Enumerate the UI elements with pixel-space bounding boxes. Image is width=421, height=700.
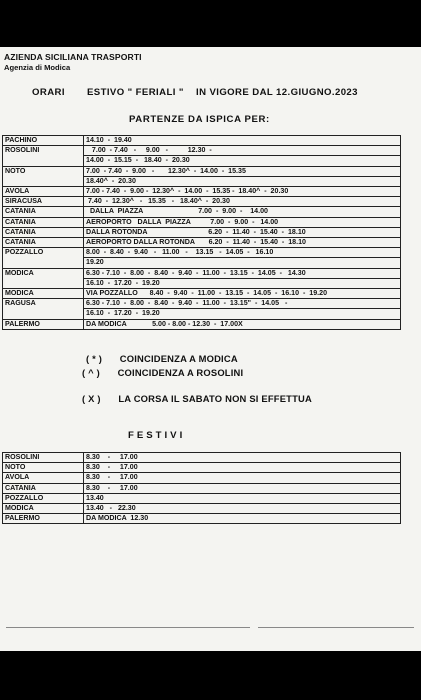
table-row <box>3 227 401 237</box>
table-row <box>3 146 401 156</box>
weekday-timetable <box>2 135 401 330</box>
times-cell: 13.40 - 22.30 <box>84 504 401 514</box>
times-cell: 8.30 - 17.00 <box>84 453 401 463</box>
legend-item <box>86 353 238 364</box>
title-orari: ORARI <box>32 87 65 98</box>
table-row <box>3 166 401 176</box>
times-cell: AEROPORTO DALLA PIAZZA 7.00 - 9.00 - 14.00 <box>84 217 401 227</box>
destination-cell: MODICA <box>3 504 84 514</box>
table-row <box>3 453 401 463</box>
times-cell: 7.40 - 12.30^ - 15.35 - 18.40^ - 20.30 <box>84 197 401 207</box>
times-cell: AEROPORTO DALLA ROTONDA 6.20 - 11.40 - 15.40 - 18.10 <box>84 238 401 248</box>
table-row <box>3 207 401 217</box>
destination-cell: NOTO <box>3 166 84 186</box>
destination-cell: CATANIA <box>3 217 84 227</box>
times-cell: 18.40^ - 20.30 <box>84 176 401 186</box>
legend-item <box>82 393 312 404</box>
destination-cell: NOTO <box>3 463 84 473</box>
destination-cell: POZZALLO <box>3 248 84 268</box>
times-cell: 8.00 - 8.40 - 9.40 - 11.00 - 13.15 - 14.05 - 16.10 <box>84 248 401 258</box>
destination-cell: PALERMO <box>3 514 84 524</box>
times-cell: 6.30 - 7.10 - 8.00 - 8.40 - 9.40 - 11.00 - 13.15 - 14.05 - 14.30 <box>84 268 401 278</box>
times-cell: 7.00 - 7.40 - 9.00 - 12.30^ - 14.00 - 15.35 <box>84 166 401 176</box>
times-cell: DA MODICA 5.00 - 8.00 - 12.30 - 17.00X <box>84 319 401 329</box>
legend-text: COINCIDENZA A ROSOLINI <box>117 367 244 378</box>
destination-cell: CATANIA <box>3 227 84 237</box>
company-name: AZIENDA SICILIANA TRASPORTI <box>4 52 142 62</box>
holiday-timetable <box>2 452 401 524</box>
table-row <box>3 319 401 329</box>
times-cell: 8.30 - 17.00 <box>84 483 401 493</box>
legend-text: LA CORSA IL SABATO NON SI EFFETTUA <box>118 393 312 404</box>
table-row <box>3 268 401 278</box>
table-row <box>3 493 401 503</box>
legend-symbol: ( * ) <box>86 353 103 364</box>
times-cell: 19.20 <box>84 258 401 268</box>
times-cell: 7.00 - 7.40 - 9.00 - 12.30^ - 14.00 - 15.35 - 18.40^ - 20.30 <box>84 187 401 197</box>
times-cell: 14.10 - 19.40 <box>84 136 401 146</box>
legend-symbol: ( ^ ) <box>82 367 100 378</box>
table-row <box>3 473 401 483</box>
table-row <box>3 136 401 146</box>
times-cell: DA MODICA 12.30 <box>84 514 401 524</box>
table-row <box>3 463 401 473</box>
destination-cell: SIRACUSA <box>3 197 84 207</box>
agency-name: Agenzia di Modica <box>4 63 71 72</box>
table-row <box>3 217 401 227</box>
destination-cell: MODICA <box>3 268 84 288</box>
destination-cell: MODICA <box>3 289 84 299</box>
destination-cell: CATANIA <box>3 207 84 217</box>
times-cell: DALLA PIAZZA 7.00 - 9.00 - 14.00 <box>84 207 401 217</box>
times-cell: 8.30 - 17.00 <box>84 473 401 483</box>
table-row <box>3 238 401 248</box>
table-row <box>3 504 401 514</box>
destination-cell: CATANIA <box>3 238 84 248</box>
times-cell: 6.30 - 7.10 - 8.00 - 8.40 - 9.40 - 11.00 - 13.15" - 14.05 - <box>84 299 401 309</box>
destination-cell: RAGUSA <box>3 299 84 319</box>
bottom-rule <box>6 627 250 628</box>
destination-cell: AVOLA <box>3 187 84 197</box>
times-cell: DALLA ROTONDA 6.20 - 11.40 - 15.40 - 18.10 <box>84 227 401 237</box>
times-cell: 13.40 <box>84 493 401 503</box>
times-cell: 14.00 - 15.15 - 18.40 - 20.30 <box>84 156 401 166</box>
holiday-title: FESTIVI <box>128 430 186 441</box>
destination-cell: PALERMO <box>3 319 84 329</box>
legend-symbol: ( X ) <box>82 393 101 404</box>
destination-cell: AVOLA <box>3 473 84 483</box>
table-row <box>3 514 401 524</box>
title-schedule: ESTIVO " FERIALI " <box>87 87 184 98</box>
destination-cell: ROSOLINI <box>3 146 84 166</box>
table-row <box>3 483 401 493</box>
times-cell: 8.30 - 17.00 <box>84 463 401 473</box>
times-cell: VIA POZZALLO 8.40 - 9.40 - 11.00 - 13.15 - 14.05 - 16.10 - 19.20 <box>84 289 401 299</box>
legend-item <box>82 367 243 378</box>
times-cell: 16.10 - 17.20 - 19.20 <box>84 309 401 319</box>
document-page <box>0 47 421 651</box>
legend-text: COINCIDENZA A MODICA <box>119 353 238 364</box>
table-row <box>3 187 401 197</box>
bottom-rule <box>258 627 414 628</box>
subtitle: PARTENZE DA ISPICA PER: <box>129 114 270 125</box>
table-row <box>3 248 401 258</box>
table-row <box>3 299 401 309</box>
destination-cell: PACHINO <box>3 136 84 146</box>
table-row <box>3 197 401 207</box>
destination-cell: ROSOLINI <box>3 453 84 463</box>
table-row <box>3 289 401 299</box>
times-cell: 16.10 - 17.20 - 19.20 <box>84 278 401 288</box>
destination-cell: POZZALLO <box>3 493 84 503</box>
times-cell: 7.00 - 7.40 - 9.00 - 12.30 - <box>84 146 401 156</box>
title-validity: IN VIGORE DAL 12.GIUGNO.2023 <box>196 87 358 98</box>
destination-cell: CATANIA <box>3 483 84 493</box>
